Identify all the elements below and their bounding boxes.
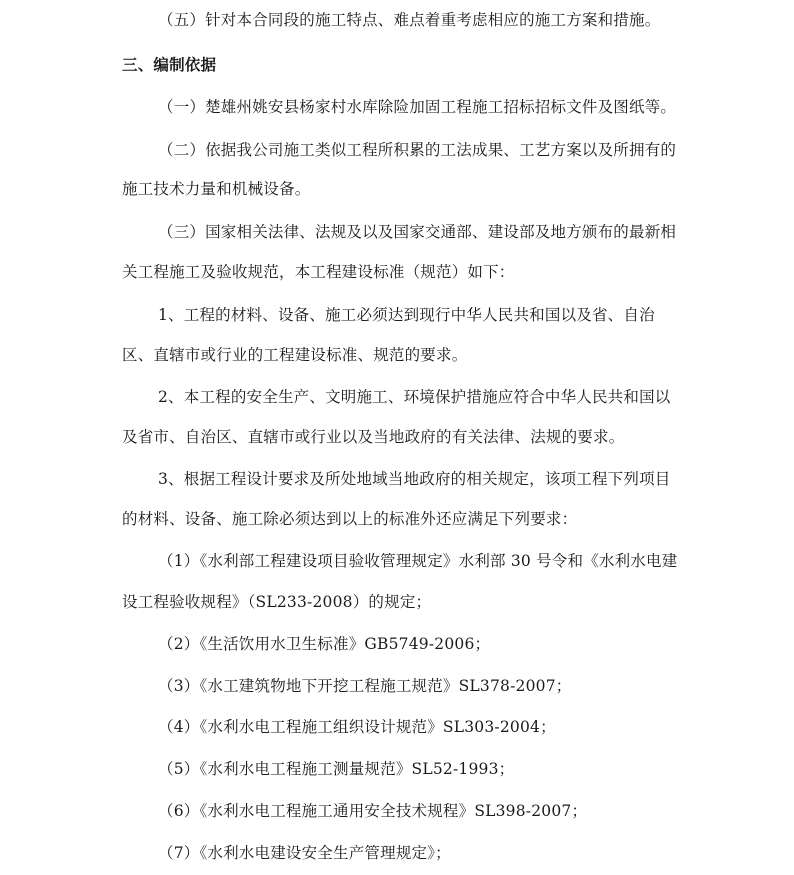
list-item-2: 2、本工程的安全生产、文明施工、环境保护措施应符合中华人民共和国以 bbox=[158, 388, 671, 406]
paragraph-basis-3: （三）国家相关法律、法规及以及国家交通部、建设部及地方颁布的最新相 bbox=[158, 223, 677, 241]
standard-item-6: （6）《水利水电工程施工通用安全技术规程》SL398-2007； bbox=[158, 802, 588, 820]
paragraph-basis-2: （二）依据我公司施工类似工程所积累的工法成果、工艺方案以及所拥有的 bbox=[158, 141, 677, 159]
standard-item-1: （1）《水利部工程建设项目验收管理规定》水利部 30 号令和《水利水电建 bbox=[158, 552, 678, 570]
section-heading-basis: 三、编制依据 bbox=[122, 56, 217, 74]
paragraph-item-5: （五）针对本合同段的施工特点、难点着重考虑相应的施工方案和措施。 bbox=[158, 11, 661, 29]
paragraph-basis-2-cont: 施工技术力量和机械设备。 bbox=[122, 180, 311, 198]
standard-item-4: （4）《水利水电工程施工组织设计规范》SL303-2004； bbox=[158, 718, 556, 736]
standard-item-5: （5）《水利水电工程施工测量规范》SL52-1993； bbox=[158, 760, 515, 778]
standard-item-3: （3）《水工建筑物地下开挖工程施工规范》SL378-2007； bbox=[158, 677, 572, 695]
list-item-1: 1、工程的材料、设备、施工必须达到现行中华人民共和国以及省、自治 bbox=[158, 306, 655, 324]
list-item-3: 3、根据工程设计要求及所处地域当地政府的相关规定，该项工程下列项目 bbox=[158, 470, 671, 488]
paragraph-basis-1: （一）楚雄州姚安县杨家村水库除险加固工程施工招标招标文件及图纸等。 bbox=[158, 98, 677, 116]
standard-item-1-cont: 设工程验收规程》（SL233-2008）的规定； bbox=[122, 593, 432, 611]
paragraph-basis-3-cont: 关工程施工及验收规范，本工程建设标准（规范）如下： bbox=[122, 263, 515, 281]
list-item-1-cont: 区、直辖市或行业的工程建设标准、规范的要求。 bbox=[122, 346, 468, 364]
standard-item-2: （2）《生活饮用水卫生标准》GB5749-2006； bbox=[158, 635, 491, 653]
list-item-3-cont: 的材料、设备、施工除必须达到以上的标准外还应满足下列要求： bbox=[122, 510, 578, 528]
standard-item-7: （7）《水利水电建设安全生产管理规定》； bbox=[158, 844, 451, 862]
list-item-2-cont: 及省市、自治区、直辖市或行业以及当地政府的有关法律、法规的要求。 bbox=[122, 428, 625, 446]
